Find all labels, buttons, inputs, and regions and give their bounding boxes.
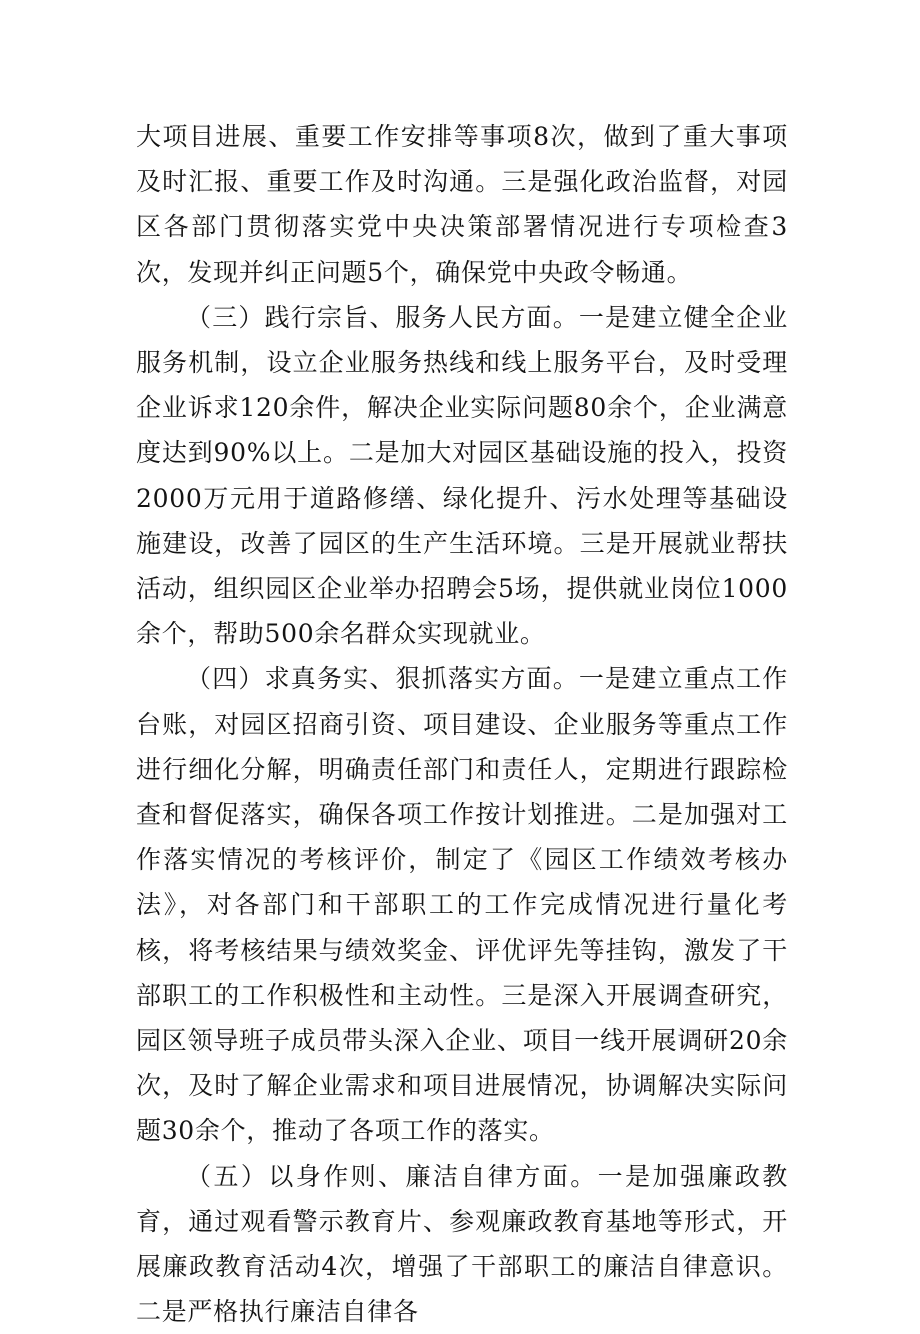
paragraph-integrity: （五）以身作则、廉洁自律方面。一是加强廉政教育，通过观看警示教育片、参观廉政教育基地等形式，开展廉政教育活动4次，增强了干部职工的廉洁自律意识。二是严格执行廉洁自律各: [136, 1161, 788, 1327]
document-body: [136, 114, 788, 1334]
paragraph-implementation: （四）求真务实、狠抓落实方面。一是建立重点工作台账，对园区招商引资、项目建设、企业服务等重点工作进行细化分解，明确责任部门和责任人，定期进行跟踪检查和督促落实，确保各项工作按计划推进。二是加强对工作落实情况的考核评价，制定了《园区工作绩效考核办法》，对各部门和干部职工的工作完成情况进行量化考核，将考核结果与绩效奖金、评优评先等挂钩，激发了干部职工的工作积极性和主动性。三是深入开展调查研究，园区领导班子成员带头深入企业、项目一线开展调研20余次，及时了解企业需求和项目进展情况，协调解决实际问题30余个，推动了各项工作的落实。: [136, 664, 788, 1146]
paragraph-serve-people: （三）践行宗旨、服务人民方面。一是建立健全企业服务机制，设立企业服务热线和线上服务平台，及时受理企业诉求120余件，解决企业实际问题80余个，企业满意度达到90%以上。二是加大对园区基础设施的投入，投资2000万元用于道路修缮、绿化提升、污水处理等基础设施建设，改善了园区的生产生活环境。三是开展就业帮扶活动，组织园区企业举办招聘会5场，提供就业岗位1000余个，帮助500余名群众实现就业。: [136, 302, 788, 649]
paragraph-political-supervision: 大项目进展、重要工作安排等事项8次，做到了重大事项及时汇报、重要工作及时沟通。三是强化政治监督，对园区各部门贯彻落实党中央决策部署情况进行专项检查3次，发现并纠正问题5个，确保党中央政令畅通。: [136, 122, 788, 287]
